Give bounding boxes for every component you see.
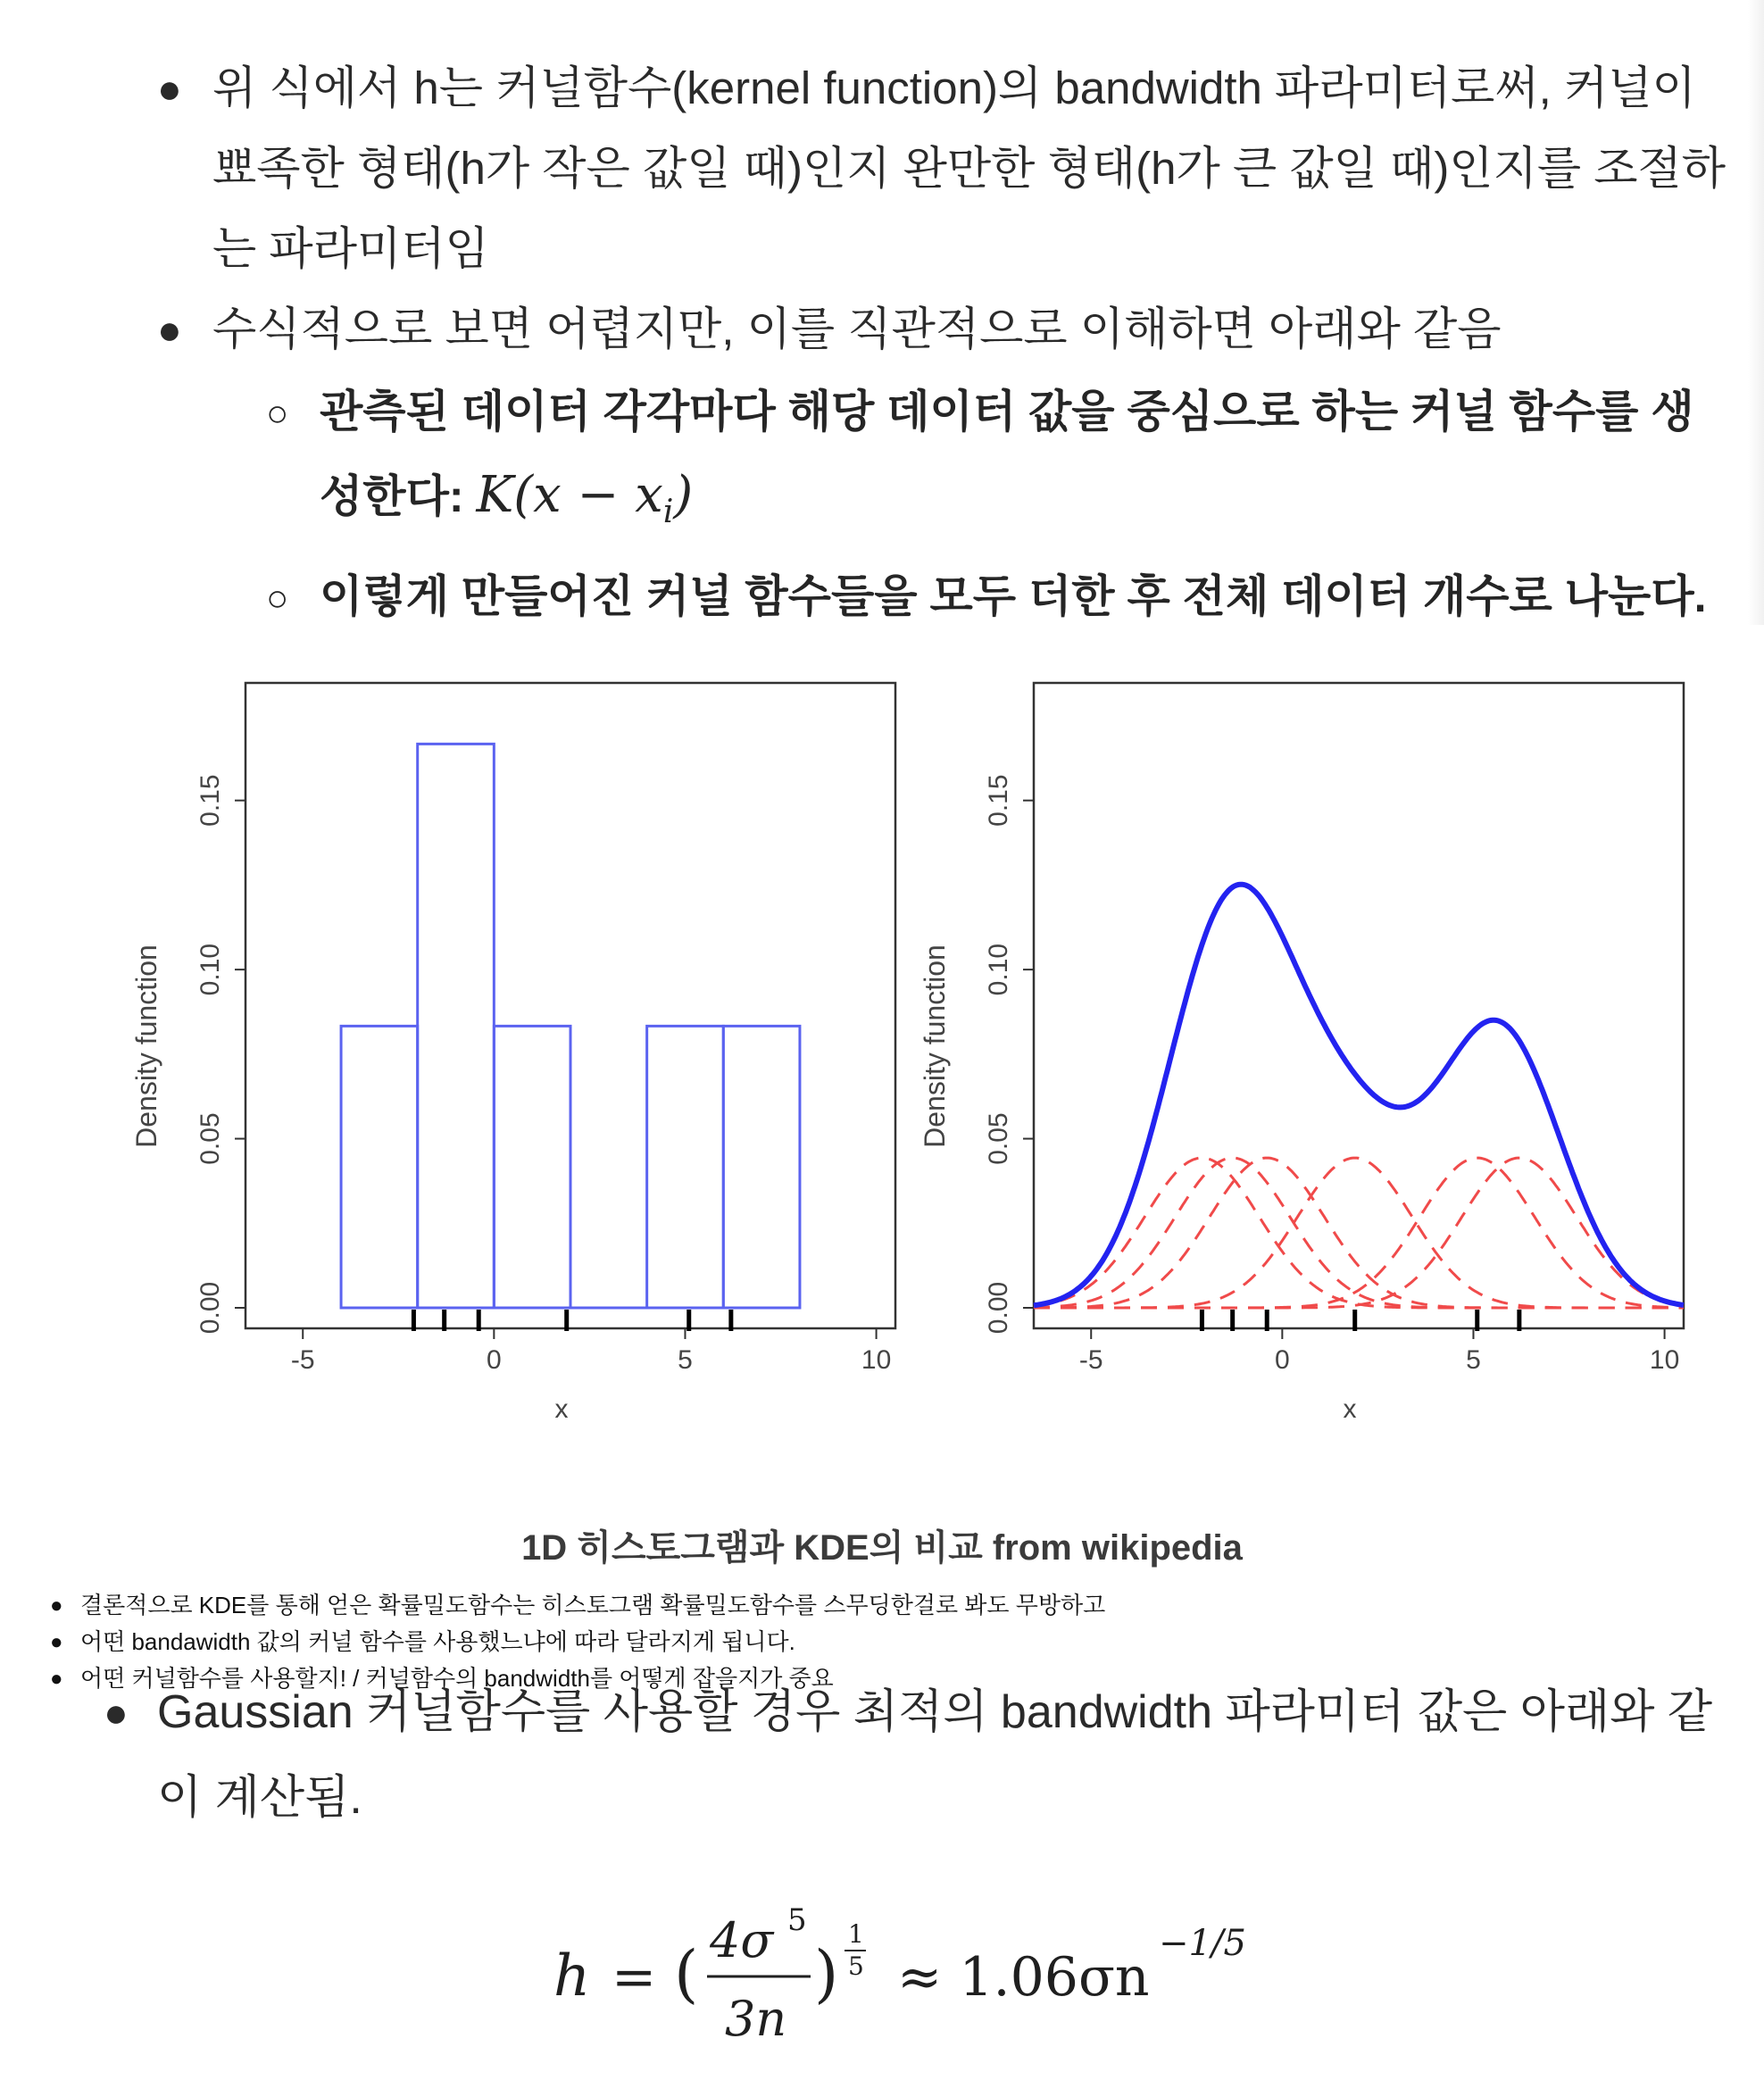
x-tick-label: 10 xyxy=(861,1345,892,1375)
y-tick-label: 0.10 xyxy=(984,943,1013,996)
bullet-intuition xyxy=(157,289,1728,370)
x-axis-label: x xyxy=(1343,1394,1357,1424)
kernel-formula-close: ) xyxy=(673,466,694,524)
sub-bullet-sum-kernels xyxy=(157,554,1728,638)
note-text: 어떤 커널함수를 사용할지! / 커널함수의 bandwidth를 어떻게 잡을지가 중요 xyxy=(80,1665,834,1692)
sub-bullet-ring: ○ xyxy=(266,577,289,620)
intro-section xyxy=(157,48,1728,638)
formula-lhs: h xyxy=(553,1943,591,2009)
bullet-bandwidth-explanation xyxy=(157,48,1728,289)
page-edge-shade xyxy=(1748,0,1764,625)
kde-chart xyxy=(919,683,1684,1424)
x-tick-label: 0 xyxy=(1275,1345,1290,1375)
x-tick-label: 0 xyxy=(487,1345,502,1375)
x-tick-label: 5 xyxy=(1466,1345,1481,1375)
y-axis-label: Density function xyxy=(130,944,162,1148)
bullet-dot: ● xyxy=(50,1667,63,1691)
kernel-formula-main: K(x − x xyxy=(476,466,663,524)
kernel-formula-sub: i xyxy=(662,494,674,531)
sub-bullet-kernel-per-point xyxy=(157,370,1728,554)
bullet-text: 위 식에서 h는 커널함수(kernel function)의 bandwidth 파라미터로써, 커널이 뾰족한 형태(h가 작은 값일 때)인지 완만한 형태(h가 큰 값일 때)인지를 조절하는 파라미터임 xyxy=(212,62,1727,274)
bandwidth-formula xyxy=(536,1884,1268,2071)
figure-area xyxy=(0,670,1764,1473)
note-item xyxy=(50,1587,1105,1624)
histogram-bar xyxy=(341,1026,418,1308)
formula-equals: = xyxy=(612,1946,657,2009)
formula-left-paren: ( xyxy=(674,1937,699,2010)
formula-approx-exponent: −1/5 xyxy=(1159,1923,1246,1964)
x-tick-label: 10 xyxy=(1649,1345,1680,1375)
kde-curve xyxy=(1034,885,1684,1306)
kernel-formula xyxy=(476,466,694,531)
comparison-figure xyxy=(0,670,1764,1473)
histogram-chart xyxy=(130,683,895,1424)
histogram-bar xyxy=(723,1026,800,1308)
gaussian-list xyxy=(104,1669,1737,1841)
formula-exponent-numerator: 1 xyxy=(848,1919,864,1949)
bullet-text: Gaussian 커널함수를 사용할 경우 최적의 bandwidth 파라미터 값은 아래와 같이 계산됨. xyxy=(157,1686,1713,1824)
histogram-bar xyxy=(647,1026,724,1308)
bullet-dot: ● xyxy=(50,1593,63,1618)
note-text: 결론적으로 KDE를 통해 얻은 확률밀도함수는 히스토그램 확률밀도함수를 스무딩한걸로 봐도 무방하고 xyxy=(80,1592,1106,1618)
x-tick-label: 5 xyxy=(678,1345,693,1375)
bullet-dot: ● xyxy=(157,65,182,112)
formula-right-paren: ) xyxy=(814,1937,839,2010)
y-tick-label: 0.15 xyxy=(196,774,225,827)
sub-bullet-ring: ○ xyxy=(266,392,289,434)
formula-numerator: 4σ xyxy=(710,1912,774,1968)
histogram-bar xyxy=(494,1026,570,1308)
formula-numerator-exponent: 5 xyxy=(787,1902,807,1938)
bullet-gaussian-bandwidth xyxy=(104,1669,1737,1841)
formula-denominator: 3n xyxy=(725,1991,787,2047)
y-tick-label: 0.00 xyxy=(984,1281,1013,1335)
y-tick-label: 0.05 xyxy=(196,1112,225,1165)
x-tick-label: -5 xyxy=(290,1345,315,1375)
sub-bullet-text: 이렇게 만들어진 커널 함수들을 모두 더한 후 전체 데이터 개수로 나눈다. xyxy=(320,571,1707,622)
bullet-dot: ● xyxy=(104,1689,129,1735)
intro-list xyxy=(157,48,1728,638)
y-tick-label: 0.00 xyxy=(196,1281,225,1335)
x-axis-label: x xyxy=(554,1394,569,1424)
y-axis-label: Density function xyxy=(919,944,951,1148)
note-item xyxy=(50,1624,1105,1660)
x-tick-label: -5 xyxy=(1078,1345,1103,1375)
bullet-dot: ● xyxy=(157,306,182,353)
y-tick-label: 0.10 xyxy=(196,943,225,996)
bullet-dot: ● xyxy=(50,1630,63,1654)
y-tick-label: 0.15 xyxy=(984,774,1013,827)
note-text: 어떤 bandawidth 값의 커널 함수를 사용했느냐에 따라 달라지게 됩니다. xyxy=(80,1628,795,1655)
histogram-bar xyxy=(418,744,495,1308)
formula-exponent-denominator: 5 xyxy=(848,1951,864,1981)
kernel-curve xyxy=(1034,1158,1684,1308)
bullet-text: 수식적으로 보면 어렵지만, 이를 직관적으로 이해하면 아래와 같음 xyxy=(212,304,1502,354)
y-tick-label: 0.05 xyxy=(984,1112,1013,1165)
formula-approx: ≈ 1.06σn xyxy=(897,1946,1150,2009)
figure-caption: 1D 히스토그램과 KDE의 비교 from wikipedia xyxy=(521,1528,1243,1568)
sub-bullet-text: 관측된 데이터 각각마다 해당 데이터 값을 중심으로 하는 커널 함수를 생성한다: xyxy=(320,387,1694,521)
